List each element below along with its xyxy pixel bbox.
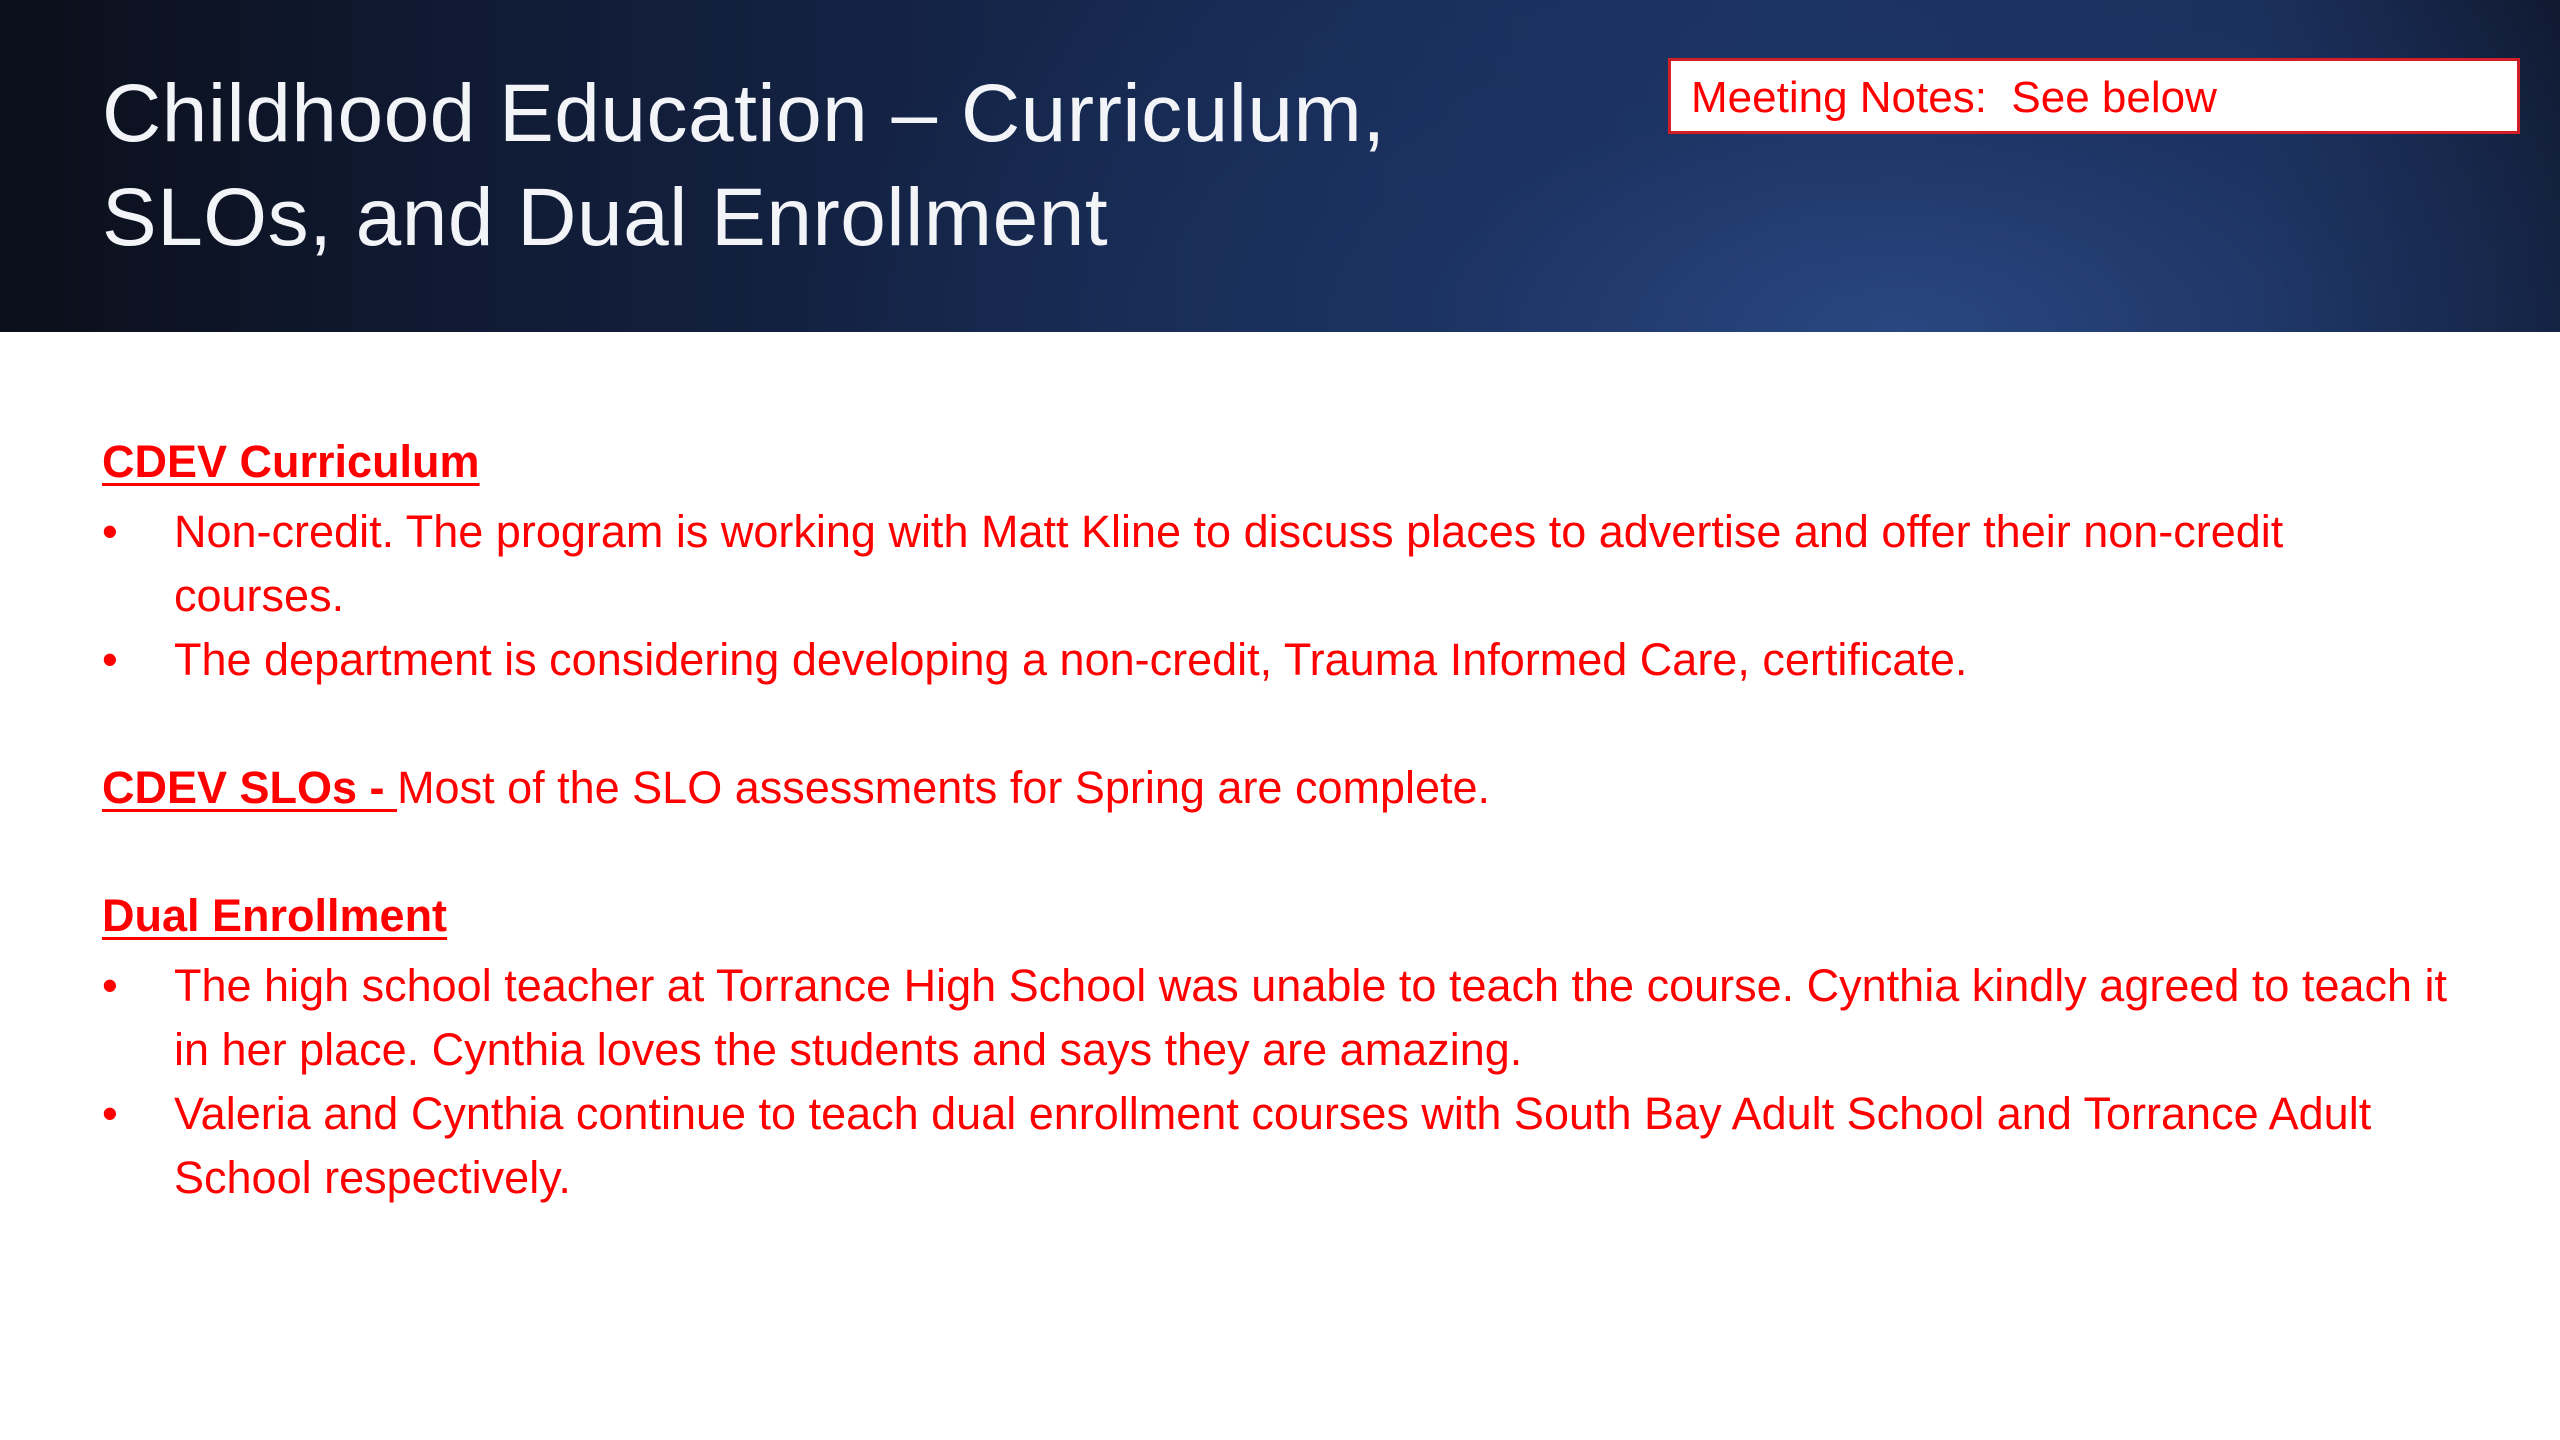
section-spacer	[102, 692, 2462, 756]
section-spacer	[102, 820, 2462, 884]
dual-enrollment-heading-row	[102, 884, 2462, 948]
slos-text: Most of the SLO assessments for Spring are complete.	[397, 762, 1491, 813]
title-banner	[0, 0, 2560, 332]
bullet-dot-icon: •	[102, 1088, 118, 1139]
bullet-dot-icon: •	[102, 506, 118, 557]
curriculum-bullet	[102, 628, 2462, 692]
slide-body	[102, 430, 2462, 1210]
bullet-dot-icon: •	[102, 634, 118, 685]
curriculum-bullet-list	[102, 500, 2462, 692]
dual-enrollment-bullet-text: The high school teacher at Torrance High School was unable to teach the course. Cynthia kindly agreed to teach it in her place. Cynthia loves the students and says they are amazing.	[174, 960, 2448, 1075]
slide-title-line-2: SLOs, and Dual Enrollment	[102, 172, 1109, 263]
dual-enrollment-bullet-list	[102, 954, 2462, 1210]
slide-title	[102, 62, 1582, 270]
dual-enrollment-bullet	[102, 954, 2462, 1082]
slos-heading: CDEV SLOs -	[102, 762, 398, 813]
curriculum-heading-row	[102, 430, 2462, 494]
curriculum-bullet-text: Non-credit. The program is working with Matt Kline to discuss places to advertise and offer their non-credit courses.	[174, 506, 2284, 621]
bullet-dot-icon: •	[102, 960, 118, 1011]
meeting-notes-label: Meeting Notes: See below	[1691, 73, 2217, 122]
dual-enrollment-heading: Dual Enrollment	[102, 890, 448, 941]
dual-enrollment-bullet	[102, 1082, 2462, 1210]
curriculum-bullet-text: The department is considering developing a non-credit, Trauma Informed Care, certificate.	[174, 634, 1968, 685]
meeting-notes-box	[1668, 58, 2520, 134]
curriculum-heading: CDEV Curriculum	[102, 436, 480, 487]
slide-title-line-1: Childhood Education – Curriculum,	[102, 68, 1386, 159]
curriculum-bullet	[102, 500, 2462, 628]
slos-row	[102, 756, 2462, 820]
dual-enrollment-bullet-text: Valeria and Cynthia continue to teach dual enrollment courses with South Bay Adult School and Torrance Adult School respectively.	[174, 1088, 2372, 1203]
